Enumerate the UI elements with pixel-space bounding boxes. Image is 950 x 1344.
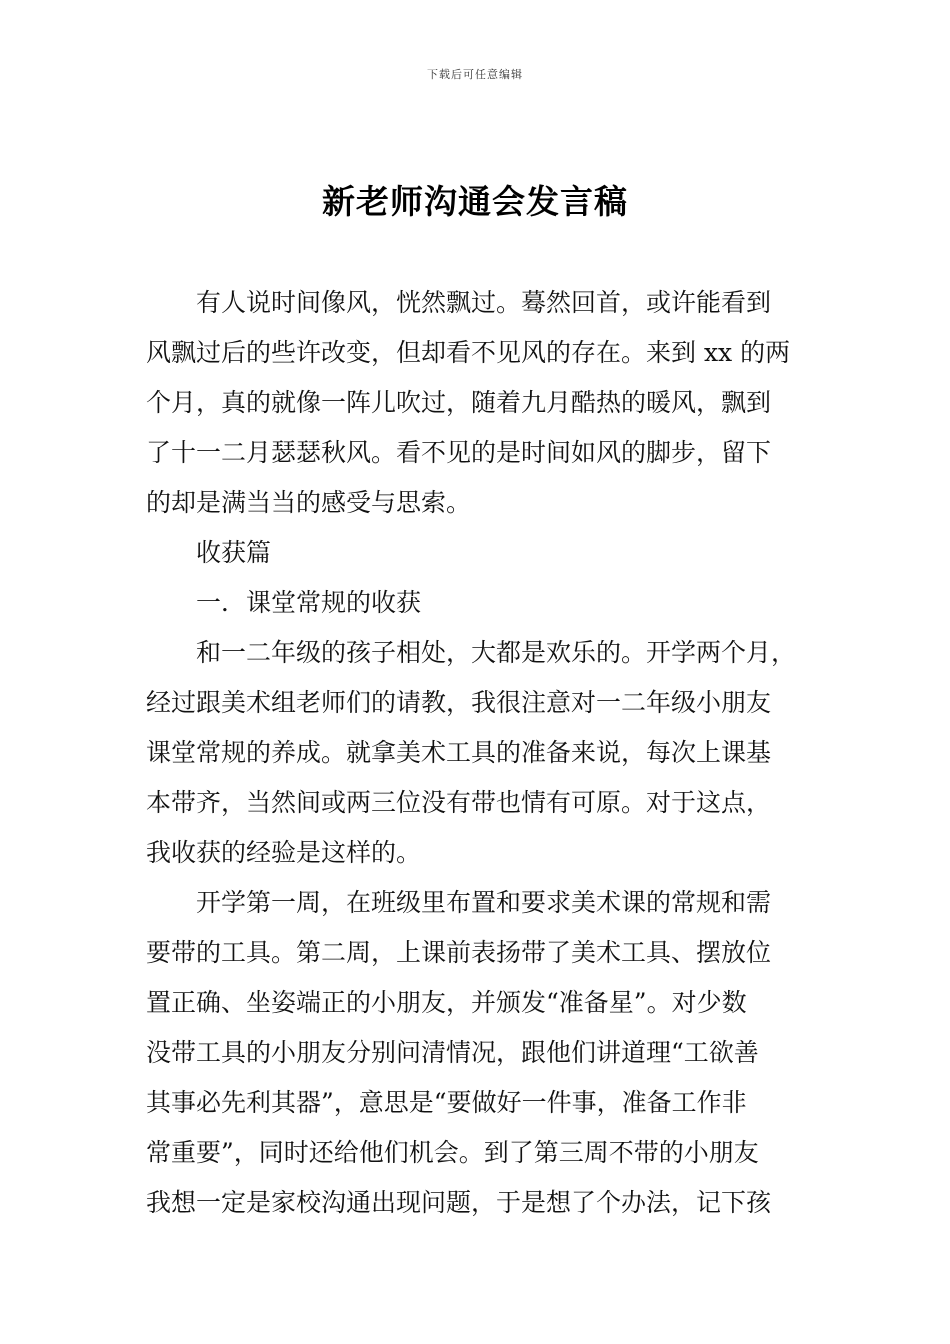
header-note: 下载后可任意编辑 xyxy=(427,68,523,81)
body-line: 要带的工具。第二周，上课前表扬带了美术工具、摆放位 xyxy=(146,938,772,967)
body-line: 常重要”，同时还给他们机会。到了第三周不带的小朋友 xyxy=(146,1138,759,1167)
body-line: 本带齐，当然间或两三位没有带也情有可原。对于这点， xyxy=(146,788,772,817)
body-line: 我收获的经验是这样的。 xyxy=(146,838,422,867)
body-line: 和一二年级的孩子相处，大都是欢乐的。开学两个月， xyxy=(196,638,797,667)
section-heading: 收获篇 xyxy=(196,538,272,567)
body-line: 个月，真的就像一阵儿吹过，随着九月酷热的暖风，飘到 xyxy=(146,388,772,417)
body-line: 有人说时间像风，恍然飘过。蓦然回首，或许能看到 xyxy=(196,288,772,317)
body-line: 其事必先利其器”，意思是“要做好一件事，准备工作非 xyxy=(146,1088,747,1117)
document-body xyxy=(146,278,826,1228)
body-line: 没带工具的小朋友分别问清情况，跟他们讲道理“工欲善 xyxy=(146,1038,759,1067)
body-line: 开学第一周，在班级里布置和要求美术课的常规和需 xyxy=(196,888,772,917)
body-line: 课堂常规的养成。就拿美术工具的准备来说，每次上课基 xyxy=(146,738,772,767)
body-line: 了十一二月瑟瑟秋风。看不见的是时间如风的脚步，留下 xyxy=(146,438,772,467)
body-line: 我想一定是家校沟通出现问题，于是想了个办法，记下孩 xyxy=(146,1188,772,1217)
document-title: 新老师沟通会发言稿 xyxy=(322,182,628,221)
body-line: 置正确、坐姿端正的小朋友，并颁发“准备星”。对少数 xyxy=(146,988,747,1017)
body-line: 经过跟美术组老师们的请教，我很注意对一二年级小朋友 xyxy=(146,688,772,717)
subsection-heading: 一．课堂常规的收获 xyxy=(196,588,422,617)
body-line: 的却是满当当的感受与思索。 xyxy=(146,488,472,517)
body-line: 风飘过后的些许改变，但却看不见风的存在。来到 xx 的两 xyxy=(146,338,791,367)
